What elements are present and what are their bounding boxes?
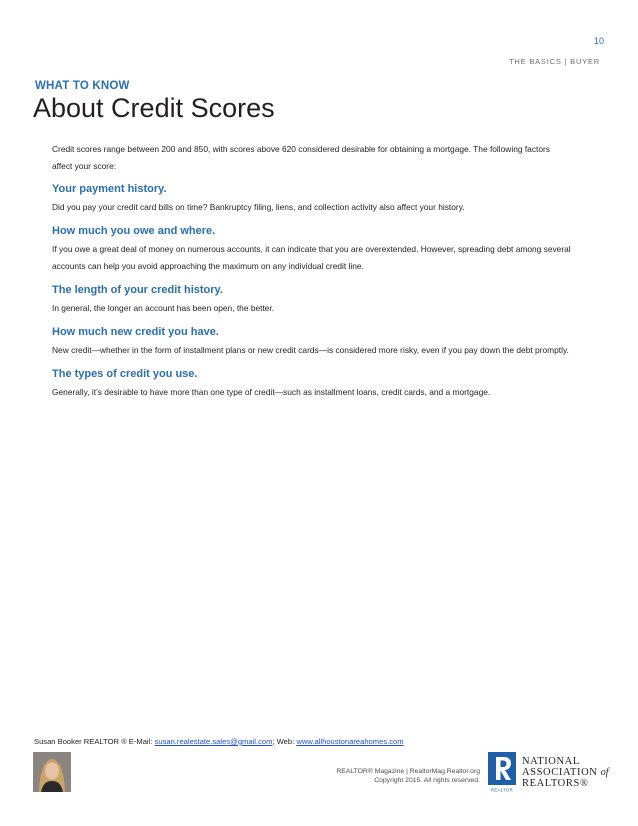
section-body: New credit—whether in the form of installment plans or new credit cards—is considered more risky, even if you pay down the debt promptly. xyxy=(52,345,569,355)
page-title: About Credit Scores xyxy=(33,93,275,123)
section-heading: How much new credit you have. xyxy=(52,326,219,338)
logo-mark-label: REALTOR xyxy=(490,787,514,792)
page-number: 10 xyxy=(593,36,604,46)
logo-line-association: ASSOCIATION of xyxy=(522,767,609,778)
article-body xyxy=(52,141,572,407)
section-heading: The types of credit you use. xyxy=(52,368,198,380)
realtor-r-logo-icon xyxy=(488,752,516,792)
agent-photo xyxy=(33,752,71,792)
copyright-credit xyxy=(336,767,480,785)
nar-logo-wordmark xyxy=(522,756,608,789)
section-body: Did you pay your credit card bills on time? Bankruptcy filing, liens, and collection activity also affect your history. xyxy=(52,202,465,212)
website-link[interactable]: www.allhoustonareahomes.com xyxy=(296,737,404,746)
agent-contact-line xyxy=(34,737,404,746)
section-body: If you owe a great deal of money on numerous accounts, it can indicate that you are overextended. However, spreading debt among several accounts can help you avoid approaching the maximum on any individual credit line. xyxy=(52,244,571,271)
credit-line-copyright: Copyright 2015. All rights reserved. xyxy=(374,777,480,784)
section-heading: How much you owe and where. xyxy=(52,225,216,237)
section-credit-history-length xyxy=(52,281,572,317)
section-body: In general, the longer an account has been open, the better. xyxy=(52,303,275,313)
credit-line-magazine: REALTOR® Magazine | RealtorMag.Realtor.org xyxy=(336,768,480,775)
section-credit-types xyxy=(52,365,572,401)
contact-prefix: Susan Booker REALTOR ® E-Mail: xyxy=(34,737,153,746)
section-amount-owed xyxy=(52,222,572,275)
logo-line-national: NATIONAL xyxy=(522,756,580,767)
logo-of: of xyxy=(600,767,609,778)
email-link[interactable]: susan.realestate.sales@gmail.com xyxy=(154,737,273,746)
section-body: Generally, it’s desirable to have more than one type of credit—such as installment loans, credit cards, and a mortgage. xyxy=(52,387,491,397)
section-label: THE BASICS | BUYER xyxy=(509,57,600,66)
section-heading: Your payment history. xyxy=(52,183,167,195)
kicker-heading: WHAT TO KNOW xyxy=(35,80,130,92)
intro-paragraph: Credit scores range between 200 and 850, with scores above 620 considered desirable for obtaining a mortgage. The following factors affect your score: xyxy=(52,144,550,171)
section-new-credit xyxy=(52,323,572,359)
section-payment-history xyxy=(52,180,572,216)
logo-line-realtors: REALTORS® xyxy=(522,778,589,789)
section-heading: The length of your credit history. xyxy=(52,284,223,296)
web-prefix: ; Web: xyxy=(272,737,295,746)
